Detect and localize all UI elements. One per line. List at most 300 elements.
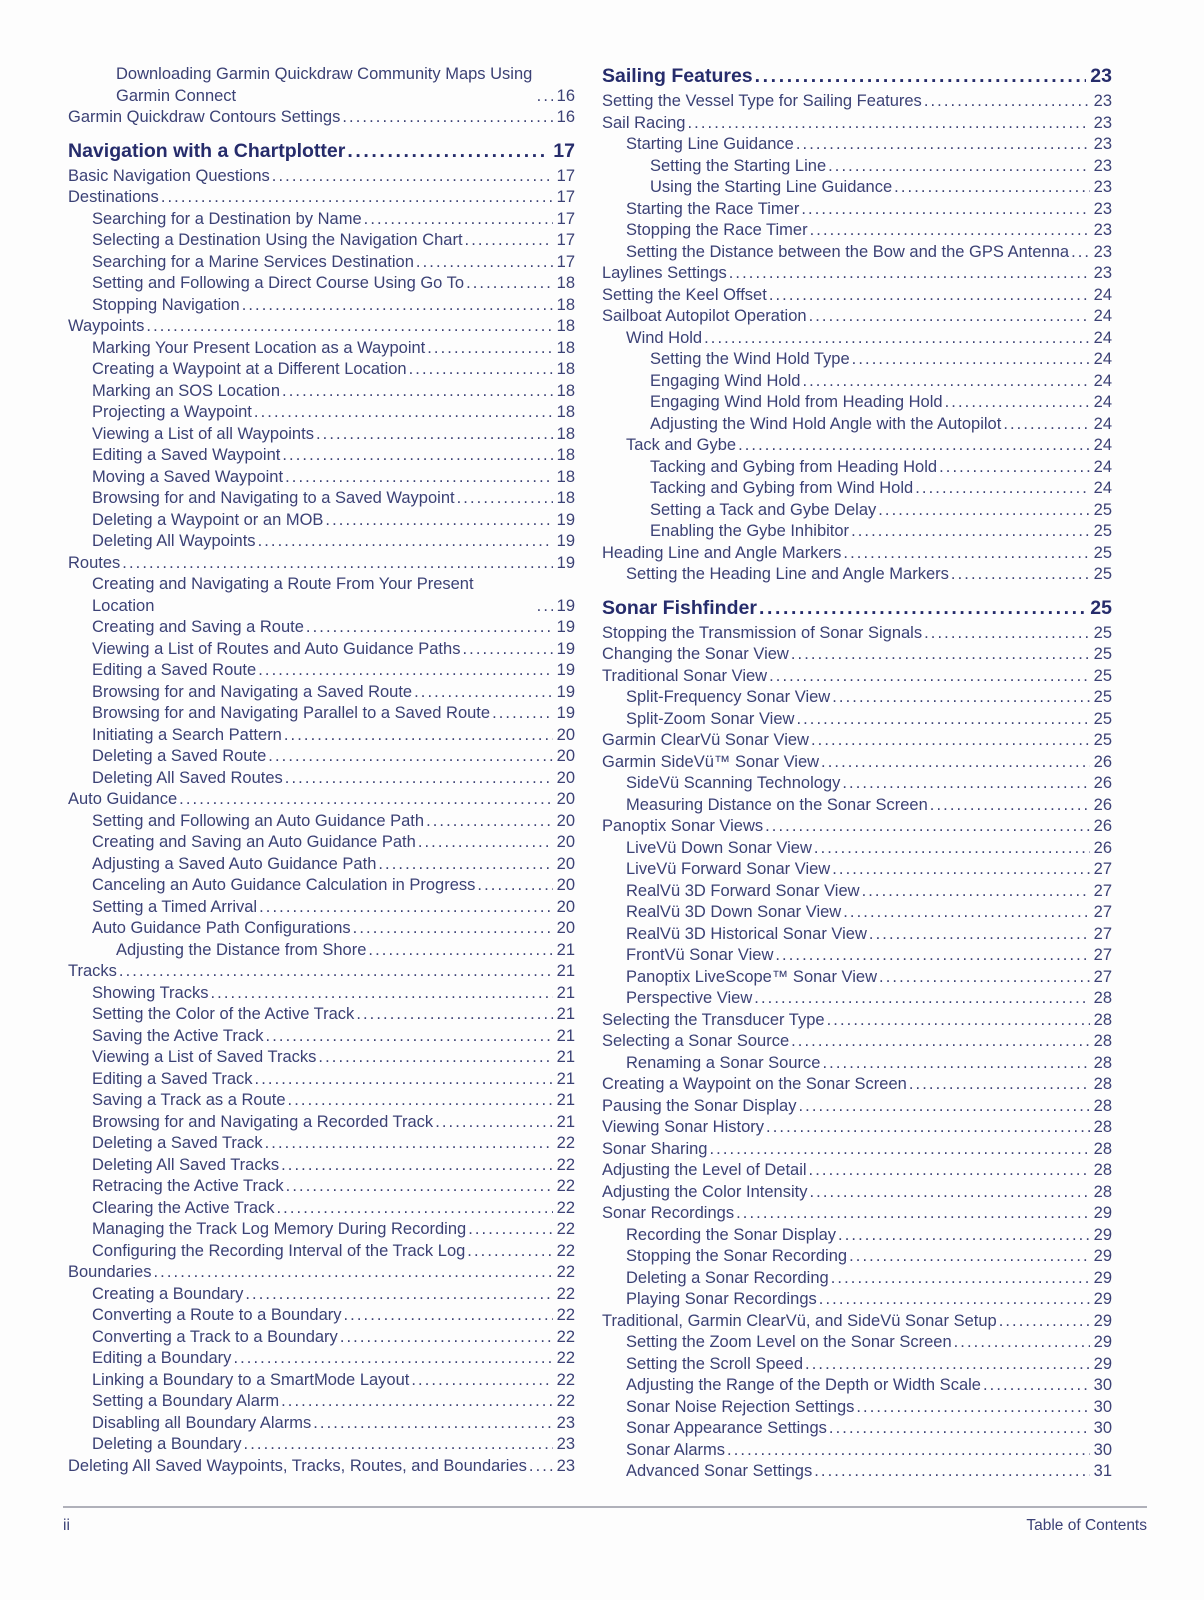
page-number: 29	[1093, 1290, 1112, 1308]
page-number: 17	[556, 231, 575, 249]
toc-entry[interactable]	[602, 924, 1112, 946]
dot-leader	[830, 859, 1089, 881]
toc-entry[interactable]	[602, 1160, 1112, 1182]
toc-entry-label: Setting the Distance between the Bow and the GPS Antenna	[626, 242, 1070, 261]
dot-leader	[825, 1010, 1090, 1032]
page-number: 18	[556, 467, 575, 486]
toc-entry-label: Sail Racing	[602, 113, 686, 132]
dot-leader	[734, 1203, 1090, 1225]
page-number: 24	[1093, 350, 1112, 368]
toc-entry-label: Deleting All Waypoints	[92, 532, 256, 550]
toc-entry[interactable]	[602, 1117, 1112, 1139]
page-number: 25	[1093, 688, 1112, 706]
dot-leader	[311, 1413, 552, 1435]
toc-entry[interactable]	[602, 134, 1112, 156]
toc-entry[interactable]	[602, 156, 1112, 178]
toc-entry-label: Canceling an Auto Guidance Calculation in Progress	[92, 876, 476, 894]
toc-entry[interactable]	[602, 816, 1112, 838]
toc-entry-label: Sonar Recordings	[602, 1204, 735, 1222]
toc-entry[interactable]	[602, 199, 1112, 221]
dot-leader	[256, 660, 552, 682]
toc-section-heading[interactable]	[602, 596, 1112, 620]
page-number: 19	[556, 682, 575, 701]
page-number: 29	[1093, 1268, 1112, 1287]
page-number: 20	[556, 833, 575, 851]
toc-entry[interactable]	[602, 1225, 1112, 1247]
toc-entry[interactable]	[602, 881, 1112, 903]
toc-entry[interactable]	[602, 521, 1112, 543]
toc-entry-label: Enabling the Gybe Inhibitor	[650, 522, 850, 540]
dot-leader	[827, 1418, 1090, 1440]
toc-entry[interactable]	[68, 209, 575, 231]
toc-entry[interactable]	[68, 725, 575, 747]
toc-entry-label: Deleting a Waypoint or an MOB	[92, 510, 324, 529]
toc-entry-label: Traditional Sonar View	[602, 666, 768, 685]
toc-entry[interactable]	[602, 795, 1112, 817]
toc-entry[interactable]	[68, 1155, 575, 1177]
dot-leader	[708, 1139, 1090, 1161]
toc-entry-label: Viewing Sonar History	[602, 1118, 765, 1136]
toc-entry[interactable]	[68, 488, 575, 510]
toc-entry[interactable]	[68, 1176, 575, 1198]
page-number: 21	[556, 983, 575, 1002]
toc-entry-label: Searching for a Destination by Name	[92, 209, 362, 228]
toc-entry[interactable]	[68, 316, 575, 338]
toc-entry-label: Viewing a List of all Waypoints	[92, 424, 314, 443]
page-number: 23	[1093, 135, 1112, 153]
toc-entry[interactable]	[68, 1327, 575, 1349]
toc-entry-label: Creating and Navigating a Route From Your Present Location	[92, 575, 474, 615]
toc-entry[interactable]	[602, 543, 1112, 565]
toc-entry[interactable]	[68, 381, 575, 403]
toc-entry[interactable]	[602, 1203, 1112, 1225]
toc-entry[interactable]	[602, 1375, 1112, 1397]
page-number: 28	[1093, 1075, 1112, 1093]
toc-entry-label: Advanced Sonar Settings	[626, 1462, 813, 1480]
toc-entry-label: Deleting All Saved Waypoints, Tracks, Routes, and Boundaries	[68, 1456, 527, 1475]
page-number: 17	[556, 209, 575, 228]
toc-entry-label: Creating and Saving a Route	[92, 618, 304, 636]
dot-leader	[803, 1354, 1090, 1376]
page-number: 20	[556, 768, 575, 787]
toc-entry-label: Changing the Sonar View	[602, 645, 789, 663]
toc-entry[interactable]	[68, 1348, 575, 1370]
dot-leader	[913, 478, 1089, 500]
toc-entry-label: Setting a Timed Arrival	[92, 897, 258, 916]
toc-entry-label: Setting the Scroll Speed	[626, 1354, 804, 1373]
toc-entry[interactable]	[68, 703, 575, 725]
dot-leader	[242, 1434, 553, 1456]
toc-entry[interactable]	[602, 1074, 1112, 1096]
toc-entry[interactable]	[602, 687, 1112, 709]
page-number: 26	[1093, 838, 1112, 857]
toc-entry[interactable]	[602, 1096, 1112, 1118]
toc-entry[interactable]	[68, 295, 575, 317]
page-number: 20	[556, 811, 575, 830]
toc-entry[interactable]	[68, 918, 575, 940]
toc-entry[interactable]	[602, 945, 1112, 967]
page-number: 30	[1093, 1419, 1112, 1437]
dot-leader	[279, 1391, 553, 1413]
toc-entry[interactable]	[602, 1354, 1112, 1376]
toc-entry-label: Editing a Boundary	[92, 1349, 232, 1367]
toc-entry[interactable]	[68, 1434, 575, 1456]
toc-entry-label: Setting the Zoom Level on the Sonar Screen	[626, 1333, 952, 1351]
toc-entry[interactable]	[68, 553, 575, 575]
toc-entry[interactable]	[68, 445, 575, 467]
toc-entry[interactable]	[602, 859, 1112, 881]
page-number: 28	[1093, 1139, 1112, 1158]
toc-entry[interactable]	[602, 1397, 1112, 1419]
toc-entry[interactable]	[68, 875, 575, 897]
toc-entry[interactable]	[602, 349, 1112, 371]
toc-entry-label: Heading Line and Angle Markers	[602, 543, 842, 562]
page-number: 25	[1093, 500, 1112, 519]
toc-entry[interactable]	[68, 1026, 575, 1048]
dot-leader	[949, 564, 1090, 586]
toc-entry[interactable]	[602, 1010, 1112, 1032]
toc-entry-label: Navigation with a Chartplotter	[68, 139, 346, 162]
dot-leader	[409, 1370, 552, 1392]
toc-entry[interactable]	[602, 306, 1112, 328]
toc-entry[interactable]	[602, 242, 1112, 264]
toc-entry[interactable]	[68, 166, 575, 188]
page-number: 23	[556, 1435, 575, 1453]
dot-leader	[407, 359, 553, 381]
page-number: 16	[556, 86, 575, 105]
toc-entry-label: Renaming a Sonar Source	[626, 1053, 821, 1072]
toc-entry-label: Selecting the Transducer Type	[602, 1010, 825, 1029]
toc-entry[interactable]	[602, 752, 1112, 774]
page-number: 19	[556, 618, 575, 636]
toc-entry-label: LiveVü Down Sonar View	[626, 838, 812, 857]
toc-entry[interactable]	[68, 424, 575, 446]
toc-entry[interactable]	[602, 1246, 1112, 1268]
dot-leader	[981, 1375, 1090, 1397]
toc-entry[interactable]	[68, 1069, 575, 1091]
toc-entry-label: Waypoints	[68, 317, 145, 335]
toc-entry[interactable]	[602, 392, 1112, 414]
dot-leader	[789, 1031, 1090, 1053]
toc-entry[interactable]	[602, 1031, 1112, 1053]
dot-leader	[256, 531, 553, 553]
page-number: 17	[553, 139, 575, 162]
page-number: 25	[1093, 645, 1112, 663]
dot-leader	[829, 1268, 1090, 1290]
dot-leader	[323, 510, 552, 532]
toc-entry[interactable]	[602, 328, 1112, 350]
dot-leader	[943, 392, 1090, 414]
toc-entry[interactable]	[68, 768, 575, 790]
toc-entry[interactable]	[68, 1305, 575, 1327]
dot-leader	[264, 1026, 553, 1048]
toc-entry[interactable]	[68, 230, 575, 252]
toc-entry-label: Saving the Active Track	[92, 1026, 264, 1045]
toc-entry[interactable]	[68, 811, 575, 833]
dot-leader	[177, 789, 552, 811]
dot-leader	[253, 1069, 553, 1091]
toc-entry-label: Deleting a Sonar Recording	[626, 1268, 829, 1287]
toc-entry-label: Editing a Saved Route	[92, 661, 257, 679]
toc-entry[interactable]	[602, 1461, 1112, 1483]
toc-entry[interactable]	[602, 838, 1112, 860]
dot-leader	[351, 918, 553, 940]
dot-leader	[867, 924, 1090, 946]
page-number: 25	[1093, 731, 1112, 749]
page-number: 27	[1093, 903, 1112, 921]
toc-entry[interactable]	[602, 967, 1112, 989]
toc-entry[interactable]	[68, 107, 575, 129]
page-number: 17	[556, 166, 575, 185]
toc-section-heading[interactable]	[68, 139, 575, 163]
toc-entry[interactable]	[602, 263, 1112, 285]
page-number: 24	[1093, 307, 1112, 325]
footer-title: Table of Contents	[1026, 1517, 1147, 1534]
page-number: 28	[1093, 1032, 1112, 1050]
toc-entry-label: Searching for a Marine Services Destination	[92, 252, 414, 271]
toc-entry[interactable]	[68, 854, 575, 876]
toc-entry-label: Initiating a Search Pattern	[92, 725, 282, 744]
toc-entry-label: Viewing a List of Routes and Auto Guidance Paths	[92, 639, 461, 658]
page-number: 25	[1093, 543, 1112, 562]
toc-entry[interactable]	[602, 709, 1112, 731]
toc-entry[interactable]	[68, 897, 575, 919]
toc-entry[interactable]	[68, 1370, 575, 1392]
page-number: 20	[556, 790, 575, 808]
page-number: 26	[1093, 774, 1112, 792]
toc-entry[interactable]	[602, 1182, 1112, 1204]
toc-entry[interactable]	[602, 177, 1112, 199]
toc-entry[interactable]	[602, 414, 1112, 436]
toc-entry-label: Playing Sonar Recordings	[626, 1290, 817, 1308]
page-number: 18	[556, 489, 575, 507]
dot-leader	[266, 746, 552, 768]
page-number: 19	[556, 639, 575, 658]
page-number: 20	[556, 854, 575, 873]
toc-entry[interactable]	[68, 467, 575, 489]
toc-entry[interactable]	[602, 1268, 1112, 1290]
toc-entry[interactable]	[68, 1219, 575, 1241]
toc-entry-label: Engaging Wind Hold from Heading Hold	[650, 393, 943, 411]
dot-leader	[841, 543, 1089, 565]
dot-leader	[279, 1155, 553, 1177]
toc-entry[interactable]	[602, 435, 1112, 457]
toc-entry[interactable]	[68, 940, 575, 962]
toc-entry[interactable]	[68, 531, 575, 553]
toc-entry[interactable]	[602, 285, 1112, 307]
dot-leader	[937, 457, 1090, 479]
toc-entry-label: Saving a Track as a Route	[92, 1091, 286, 1109]
dot-leader	[854, 1397, 1089, 1419]
dot-leader	[475, 875, 552, 897]
dot-leader	[1069, 242, 1090, 264]
toc-entry[interactable]	[602, 1418, 1112, 1440]
page-number: 20	[556, 876, 575, 894]
toc-entry-label: Tacking and Gybing from Heading Hold	[650, 457, 938, 476]
toc-entry-label: Sonar Noise Rejection Settings	[626, 1397, 855, 1416]
toc-entry[interactable]	[602, 500, 1112, 522]
toc-entry-label: Using the Starting Line Guidance	[650, 178, 893, 196]
toc-entry-label: Adjusting the Wind Hold Angle with the Autopilot	[650, 414, 1002, 433]
toc-entry[interactable]	[68, 682, 575, 704]
toc-entry[interactable]	[602, 564, 1112, 586]
toc-entry[interactable]	[602, 1053, 1112, 1075]
toc-entry[interactable]	[602, 988, 1112, 1010]
toc-entry-label: Wind Hold	[626, 328, 703, 347]
toc-entry[interactable]	[602, 91, 1112, 113]
toc-entry[interactable]	[602, 623, 1112, 645]
toc-entry[interactable]	[602, 1440, 1112, 1462]
toc-entry[interactable]	[602, 113, 1112, 135]
page-number: 22	[556, 1155, 575, 1174]
toc-entry-label: Moving a Saved Waypoint	[92, 467, 284, 486]
page-number: 19	[556, 704, 575, 722]
toc-entry[interactable]	[602, 644, 1112, 666]
dot-leader	[366, 940, 552, 962]
dot-leader	[433, 1112, 552, 1134]
toc-entry[interactable]	[68, 1262, 575, 1284]
toc-entry[interactable]	[602, 1139, 1112, 1161]
dot-leader	[465, 1241, 552, 1263]
toc-entry-label: Pausing the Sonar Display	[602, 1096, 797, 1115]
toc-entry[interactable]	[602, 666, 1112, 688]
dot-leader	[807, 1182, 1089, 1204]
toc-entry[interactable]	[68, 338, 575, 360]
toc-entry[interactable]	[68, 1413, 575, 1435]
dot-leader	[789, 644, 1090, 666]
toc-entry[interactable]	[68, 1456, 575, 1478]
toc-entry-label: Measuring Distance on the Sonar Screen	[626, 795, 928, 814]
page-number: 27	[1093, 924, 1112, 943]
toc-entry[interactable]	[68, 252, 575, 274]
toc-entry-label: Linking a Boundary to a SmartMode Layout	[92, 1370, 410, 1389]
page-number: 24	[1093, 393, 1112, 411]
page-number: 23	[556, 1456, 575, 1475]
toc-entry[interactable]	[68, 1241, 575, 1263]
toc-entry-label: Engaging Wind Hold	[650, 371, 801, 390]
page-number: 19	[556, 510, 575, 529]
toc-entry[interactable]	[68, 359, 575, 381]
page-number: 28	[1093, 1118, 1112, 1136]
dot-leader	[280, 381, 553, 403]
toc-entry[interactable]	[602, 478, 1112, 500]
toc-entry[interactable]	[602, 730, 1112, 752]
dot-leader	[841, 902, 1089, 924]
page-number: 21	[556, 1069, 575, 1088]
toc-entry[interactable]	[602, 1311, 1112, 1333]
dot-leader	[159, 187, 553, 209]
toc-entry-label: SideVü Scanning Technology	[626, 774, 841, 792]
toc-entry[interactable]	[68, 789, 575, 811]
dot-leader	[753, 64, 1087, 88]
toc-entry[interactable]	[68, 961, 575, 983]
toc-entry-label: Setting a Tack and Gybe Delay	[650, 500, 877, 519]
toc-entry-label: Browsing for and Navigating Parallel to a Saved Route	[92, 704, 491, 722]
toc-entry[interactable]	[602, 220, 1112, 242]
dot-leader	[757, 596, 1086, 620]
page-number: 21	[556, 962, 575, 980]
toc-entry[interactable]	[602, 773, 1112, 795]
toc-entry-label: Auto Guidance Path Configurations	[92, 919, 351, 937]
toc-entry[interactable]	[68, 1391, 575, 1413]
toc-entry[interactable]	[68, 1112, 575, 1134]
dot-leader	[286, 1090, 553, 1112]
dot-leader	[817, 1289, 1090, 1311]
toc-entry-label: Setting a Boundary Alarm	[92, 1392, 280, 1410]
dot-leader	[490, 703, 553, 725]
toc-entry[interactable]	[602, 371, 1112, 393]
page-number: 23	[1093, 113, 1112, 132]
toc-entry-label: Stopping the Transmission of Sonar Signals	[602, 623, 923, 642]
page-number: 29	[1093, 1204, 1112, 1222]
toc-entry-label: Adjusting the Distance from Shore	[116, 940, 367, 959]
page-number: 25	[1093, 709, 1112, 728]
toc-entry[interactable]	[68, 832, 575, 854]
page-number: 28	[1093, 989, 1112, 1007]
toc-entry[interactable]	[68, 660, 575, 682]
toc-entry[interactable]	[68, 1047, 575, 1069]
toc-entry-label: Viewing a List of Saved Tracks	[92, 1048, 317, 1066]
dot-leader	[826, 156, 1090, 178]
toc-entry[interactable]	[68, 1004, 575, 1026]
dot-leader	[275, 1198, 553, 1220]
page-number: 18	[556, 295, 575, 314]
page-number: 29	[1093, 1311, 1112, 1330]
toc-entry[interactable]	[68, 639, 575, 661]
toc-entry[interactable]	[602, 1289, 1112, 1311]
toc-entry[interactable]	[68, 1133, 575, 1155]
toc-entry-label: Deleting All Saved Routes	[92, 768, 283, 787]
toc-entry-label: Setting the Wind Hold Type	[650, 350, 850, 368]
toc-entry[interactable]	[68, 510, 575, 532]
toc-entry[interactable]	[602, 457, 1112, 479]
toc-entry[interactable]	[68, 1284, 575, 1306]
dot-leader	[997, 1311, 1090, 1333]
toc-entry[interactable]	[68, 574, 575, 617]
toc-entry[interactable]	[602, 902, 1112, 924]
toc-entry-label: Laylines Settings	[602, 264, 727, 282]
toc-entry[interactable]	[68, 1198, 575, 1220]
toc-entry[interactable]	[68, 64, 575, 107]
dot-leader	[283, 467, 553, 489]
toc-entry-label: RealVü 3D Down Sonar View	[626, 903, 842, 921]
toc-entry[interactable]	[68, 1090, 575, 1112]
dot-leader	[151, 1262, 552, 1284]
toc-entry-label: Perspective View	[626, 989, 753, 1007]
page-number: 22	[556, 1392, 575, 1410]
toc-entry-label: Clearing the Active Track	[92, 1198, 275, 1217]
toc-entry-label: FrontVü Sonar View	[626, 946, 774, 964]
dot-leader	[773, 945, 1089, 967]
toc-entry[interactable]	[68, 746, 575, 768]
page-number: 24	[1093, 436, 1112, 454]
dot-leader	[464, 273, 553, 295]
toc-entry-label: LiveVü Forward Sonar View	[626, 860, 831, 878]
toc-entry[interactable]	[602, 1332, 1112, 1354]
page-number: 24	[1093, 328, 1112, 347]
page-number: 18	[556, 274, 575, 292]
toc-entry-label: Converting a Track to a Boundary	[92, 1327, 338, 1346]
toc-entry[interactable]	[68, 187, 575, 209]
toc-entry[interactable]	[68, 983, 575, 1005]
dot-leader	[794, 709, 1089, 731]
toc-entry[interactable]	[68, 617, 575, 639]
toc-entry-label: Basic Navigation Questions	[68, 166, 270, 185]
toc-entry[interactable]	[68, 273, 575, 295]
toc-section-heading[interactable]	[602, 64, 1112, 88]
toc-entry[interactable]	[68, 402, 575, 424]
dot-leader	[263, 1133, 553, 1155]
